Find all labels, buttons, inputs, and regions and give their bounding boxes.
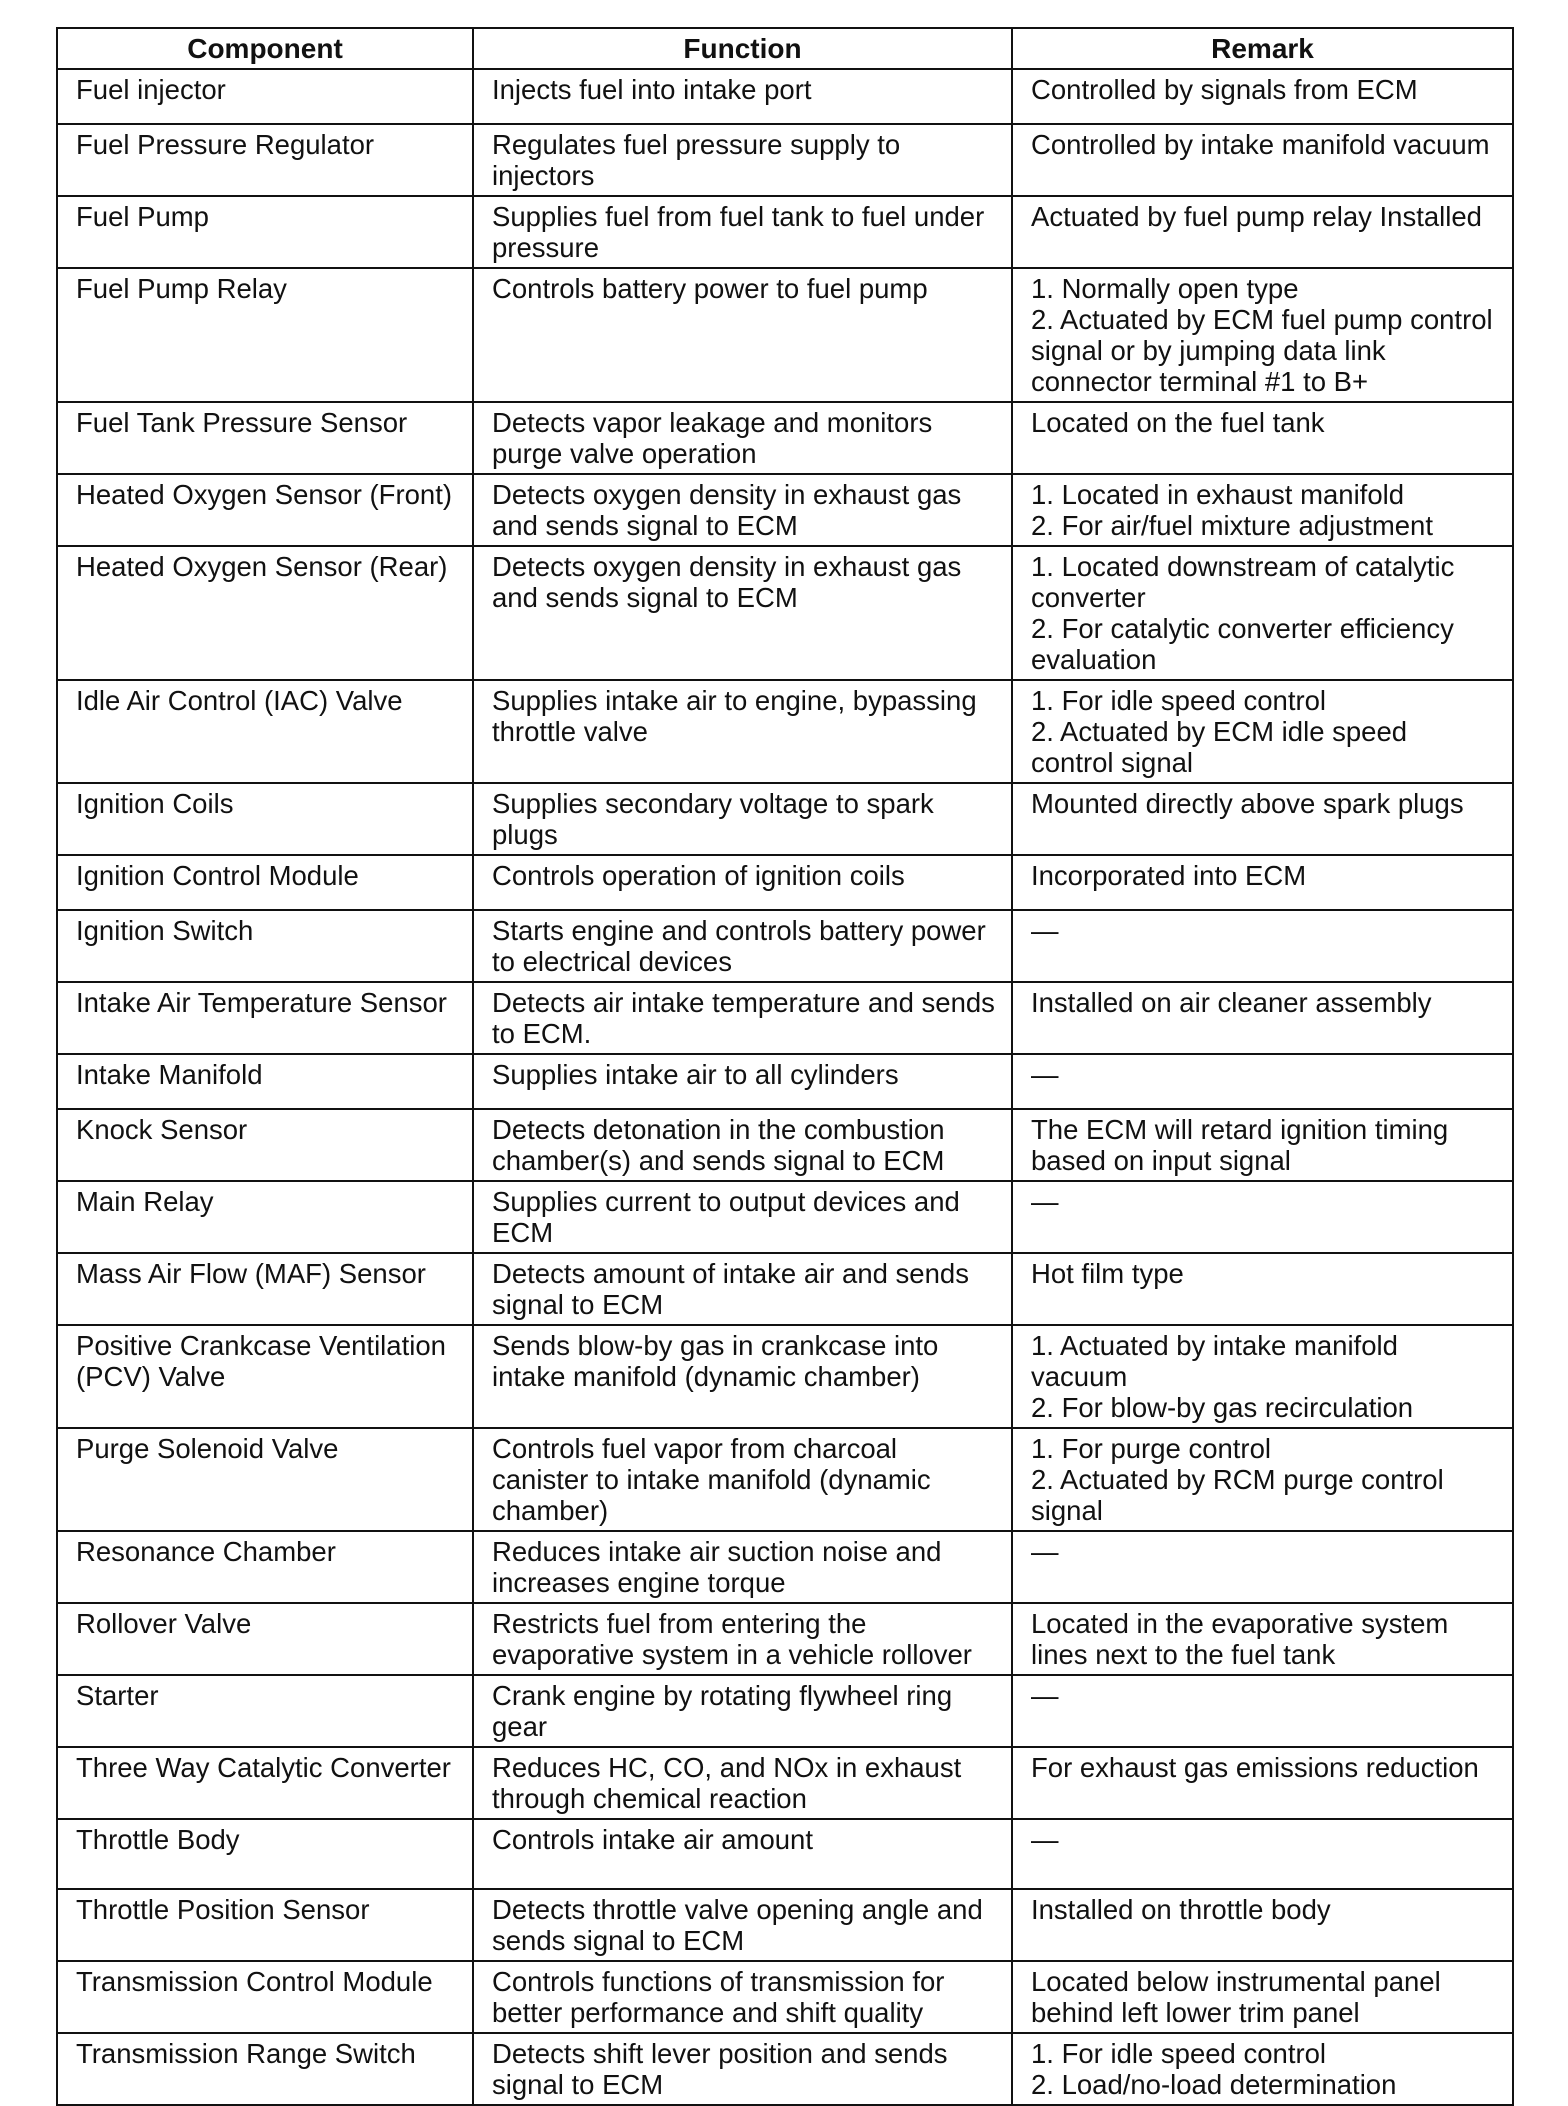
cell-function: Reduces HC, CO, and NOx in exhaust through chemical reaction	[474, 1748, 1013, 1818]
cell-remark	[1013, 983, 1512, 1053]
cell-component: Transmission Control Module	[58, 1962, 474, 2032]
cell-component: Fuel injector	[58, 70, 474, 123]
cell-remark	[1013, 911, 1512, 981]
remark-text: 2. For blow-by gas recirculation	[1031, 1392, 1414, 1423]
cell-remark	[1013, 784, 1512, 854]
remark-text: —	[1031, 915, 1059, 946]
table-row	[58, 475, 1512, 547]
cell-component: Rollover Valve	[58, 1604, 474, 1674]
cell-remark	[1013, 1748, 1512, 1818]
cell-remark	[1013, 1110, 1512, 1180]
cell-function: Restricts fuel from entering the evaporative system in a vehicle rollover	[474, 1604, 1013, 1674]
table-row	[58, 1890, 1512, 1962]
remark-text: Located in the evaporative system lines next to the fuel tank	[1031, 1608, 1449, 1670]
table-row	[58, 197, 1512, 269]
table-row	[58, 547, 1512, 681]
cell-component: Throttle Body	[58, 1820, 474, 1888]
remark-item	[1031, 2038, 1496, 2069]
remark-item	[1031, 716, 1496, 778]
table-row	[58, 1532, 1512, 1604]
table-row	[58, 403, 1512, 475]
table-row	[58, 784, 1512, 856]
table-row	[58, 1182, 1512, 1254]
cell-remark	[1013, 125, 1512, 195]
remark-text: 1. Located downstream of catalytic converter	[1031, 551, 1455, 613]
cell-remark	[1013, 1962, 1512, 2032]
remark-text: 2. Load/no-load determination	[1031, 2069, 1397, 2100]
remark-text: —	[1031, 1824, 1059, 1855]
remark-text: 1. Located in exhaust manifold	[1031, 479, 1405, 510]
cell-component: Throttle Position Sensor	[58, 1890, 474, 1960]
cell-component: Ignition Coils	[58, 784, 474, 854]
remark-text: Hot film type	[1031, 1258, 1184, 1289]
cell-function: Controls battery power to fuel pump	[474, 269, 1013, 401]
remark-text: Located below instrumental panel behind left lower trim panel	[1031, 1966, 1441, 2028]
cell-component: Fuel Pump Relay	[58, 269, 474, 401]
table-row	[58, 1748, 1512, 1820]
remark-text: Installed on throttle body	[1031, 1894, 1331, 1925]
cell-function: Supplies fuel from fuel tank to fuel under pressure	[474, 197, 1013, 267]
cell-function: Regulates fuel pressure supply to injectors	[474, 125, 1013, 195]
remark-item	[1031, 1330, 1496, 1392]
cell-remark	[1013, 856, 1512, 909]
remark-item	[1031, 551, 1496, 613]
table-row	[58, 1962, 1512, 2034]
remark-text: 2. For air/fuel mixture adjustment	[1031, 510, 1433, 541]
cell-remark	[1013, 547, 1512, 679]
cell-component: Knock Sensor	[58, 1110, 474, 1180]
remark-text: Controlled by signals from ECM	[1031, 74, 1418, 105]
cell-function: Detects shift lever position and sends signal to ECM	[474, 2034, 1013, 2104]
cell-remark	[1013, 1676, 1512, 1746]
remark-text: 2. For catalytic converter efficiency evaluation	[1031, 613, 1454, 675]
cell-remark	[1013, 1254, 1512, 1324]
remark-text: —	[1031, 1680, 1059, 1711]
cell-remark	[1013, 269, 1512, 401]
cell-remark	[1013, 475, 1512, 545]
cell-function: Controls operation of ignition coils	[474, 856, 1013, 909]
table-row	[58, 2034, 1512, 2106]
table-row	[58, 983, 1512, 1055]
remark-text: —	[1031, 1186, 1059, 1217]
remark-text: Controlled by intake manifold vacuum	[1031, 129, 1490, 160]
table-row	[58, 1055, 1512, 1110]
cell-remark	[1013, 1604, 1512, 1674]
remark-item	[1031, 1392, 1496, 1423]
remark-text: 2. Actuated by RCM purge control signal	[1031, 1464, 1444, 1526]
cell-component: Resonance Chamber	[58, 1532, 474, 1602]
cell-component: Ignition Control Module	[58, 856, 474, 909]
remark-text: The ECM will retard ignition timing based on input signal	[1031, 1114, 1449, 1176]
remark-text: 1. Actuated by intake manifold vacuum	[1031, 1330, 1398, 1392]
remark-text: Mounted directly above spark plugs	[1031, 788, 1464, 819]
table-row	[58, 1326, 1512, 1429]
cell-remark	[1013, 681, 1512, 782]
cell-function: Sends blow-by gas in crankcase into intake manifold (dynamic chamber)	[474, 1326, 1013, 1427]
cell-function: Detects throttle valve opening angle and sends signal to ECM	[474, 1890, 1013, 1960]
cell-remark	[1013, 1326, 1512, 1427]
cell-component: Fuel Tank Pressure Sensor	[58, 403, 474, 473]
remark-text: Actuated by fuel pump relay Installed	[1031, 201, 1482, 232]
cell-remark	[1013, 197, 1512, 267]
header-remark: Remark	[1211, 33, 1314, 64]
table-row	[58, 1254, 1512, 1326]
component-table	[56, 27, 1514, 2106]
remark-item	[1031, 685, 1496, 716]
cell-function: Supplies intake air to engine, bypassing throttle valve	[474, 681, 1013, 782]
cell-remark	[1013, 1820, 1512, 1888]
table-row	[58, 911, 1512, 983]
table-row	[58, 70, 1512, 125]
remark-text: —	[1031, 1536, 1059, 1567]
table-row	[58, 269, 1512, 403]
cell-component: Fuel Pressure Regulator	[58, 125, 474, 195]
remark-text: For exhaust gas emissions reduction	[1031, 1752, 1479, 1783]
cell-function: Supplies intake air to all cylinders	[474, 1055, 1013, 1108]
cell-component: Heated Oxygen Sensor (Front)	[58, 475, 474, 545]
cell-function: Controls fuel vapor from charcoal canister to intake manifold (dynamic chamber)	[474, 1429, 1013, 1530]
cell-function: Crank engine by rotating flywheel ring gear	[474, 1676, 1013, 1746]
remark-text: Located on the fuel tank	[1031, 407, 1325, 438]
remark-text: 2. Actuated by ECM fuel pump control signal or by jumping data link connector terminal #1 to B+	[1031, 304, 1493, 397]
remark-item	[1031, 304, 1496, 397]
cell-function: Controls intake air amount	[474, 1820, 1013, 1888]
cell-remark	[1013, 1055, 1512, 1108]
table-row	[58, 1604, 1512, 1676]
remark-text: 1. Normally open type	[1031, 273, 1299, 304]
cell-function: Detects vapor leakage and monitors purge valve operation	[474, 403, 1013, 473]
cell-component: Main Relay	[58, 1182, 474, 1252]
cell-function: Starts engine and controls battery power to electrical devices	[474, 911, 1013, 981]
cell-function: Supplies secondary voltage to spark plugs	[474, 784, 1013, 854]
table-row	[58, 856, 1512, 911]
header-function: Function	[474, 29, 1013, 68]
cell-function: Detects oxygen density in exhaust gas and sends signal to ECM	[474, 547, 1013, 679]
cell-remark	[1013, 2034, 1512, 2104]
table-header	[58, 29, 1512, 70]
cell-remark	[1013, 70, 1512, 123]
table-row	[58, 1820, 1512, 1890]
remark-text: 1. For purge control	[1031, 1433, 1271, 1464]
table-row	[58, 125, 1512, 197]
cell-remark	[1013, 1182, 1512, 1252]
remark-text: 2. Actuated by ECM idle speed control signal	[1031, 716, 1408, 778]
cell-component: Ignition Switch	[58, 911, 474, 981]
table-row	[58, 1110, 1512, 1182]
table-row	[58, 681, 1512, 784]
cell-component: Positive Crankcase Ventilation (PCV) Valve	[58, 1326, 474, 1427]
cell-component: Fuel Pump	[58, 197, 474, 267]
remark-text: 1. For idle speed control	[1031, 2038, 1327, 2069]
remark-item	[1031, 273, 1496, 304]
cell-component: Mass Air Flow (MAF) Sensor	[58, 1254, 474, 1324]
cell-component: Three Way Catalytic Converter	[58, 1748, 474, 1818]
cell-remark	[1013, 403, 1512, 473]
cell-function: Detects amount of intake air and sends signal to ECM	[474, 1254, 1013, 1324]
cell-component: Intake Air Temperature Sensor	[58, 983, 474, 1053]
table-body	[58, 70, 1512, 2106]
cell-function: Supplies current to output devices and ECM	[474, 1182, 1013, 1252]
remark-text: Installed on air cleaner assembly	[1031, 987, 1432, 1018]
cell-function: Detects air intake temperature and sends to ECM.	[474, 983, 1013, 1053]
cell-function: Reduces intake air suction noise and increases engine torque	[474, 1532, 1013, 1602]
cell-function: Detects oxygen density in exhaust gas and sends signal to ECM	[474, 475, 1013, 545]
remark-text: Incorporated into ECM	[1031, 860, 1307, 891]
remark-item	[1031, 2069, 1496, 2100]
cell-remark	[1013, 1429, 1512, 1530]
cell-remark	[1013, 1890, 1512, 1960]
remark-text: 1. For idle speed control	[1031, 685, 1327, 716]
remark-item	[1031, 510, 1496, 541]
remark-item	[1031, 613, 1496, 675]
remark-text: —	[1031, 1059, 1059, 1090]
cell-component: Intake Manifold	[58, 1055, 474, 1108]
cell-function: Detects detonation in the combustion chamber(s) and sends signal to ECM	[474, 1110, 1013, 1180]
remark-item	[1031, 1433, 1496, 1464]
table-row	[58, 1676, 1512, 1748]
cell-function: Controls functions of transmission for better performance and shift quality	[474, 1962, 1013, 2032]
cell-component: Starter	[58, 1676, 474, 1746]
cell-component: Purge Solenoid Valve	[58, 1429, 474, 1530]
remark-item	[1031, 1464, 1496, 1526]
cell-component: Heated Oxygen Sensor (Rear)	[58, 547, 474, 679]
cell-component: Idle Air Control (IAC) Valve	[58, 681, 474, 782]
cell-function: Injects fuel into intake port	[474, 70, 1013, 123]
header-component: Component	[58, 29, 474, 68]
remark-item	[1031, 479, 1496, 510]
cell-remark	[1013, 1532, 1512, 1602]
table-row	[58, 1429, 1512, 1532]
cell-component: Transmission Range Switch	[58, 2034, 474, 2104]
